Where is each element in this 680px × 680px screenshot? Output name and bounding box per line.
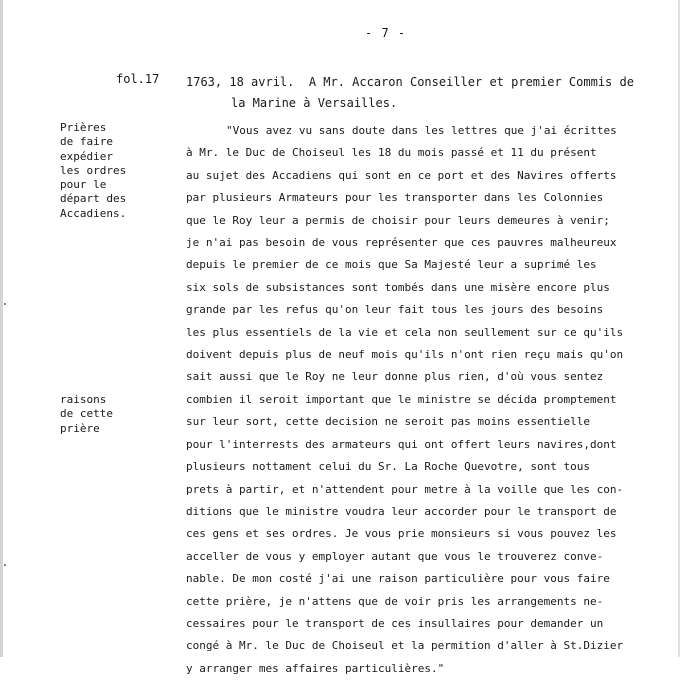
margin-note-line: prière <box>60 421 100 435</box>
body-line: à Mr. le Duc de Choiseul les 18 du mois passé et 11 du présent <box>186 146 597 160</box>
letter-date: 1763, 18 avril. <box>186 75 295 89</box>
body-line: par plusieurs Armateurs pour les transporter dans les Colonnies <box>186 191 604 205</box>
margin-note-line: de cette <box>60 407 113 421</box>
scan-speck <box>4 564 6 566</box>
margin-note-prieres <box>60 121 138 221</box>
body-line: cette prière, je n'attens que de voir pris les arrangements ne- <box>186 594 604 608</box>
letter-header <box>186 72 656 114</box>
margin-note-raisons <box>60 393 138 436</box>
body-line: congé à Mr. le Duc de Choiseul et la permition d'aller à St.Dizier <box>186 639 624 653</box>
body-line: acceller de vous y employer autant que vous le trouverez conve- <box>186 549 604 563</box>
body-line: "Vous avez vu sans doute dans les lettres que j'ai écrittes <box>226 124 617 137</box>
body-line: depuis le premier de ce mois que Sa Majesté leur a suprimé les <box>186 258 597 272</box>
body-line: sait aussi que le Roy ne leur donne plus rien, d'où vous sentez <box>186 370 604 384</box>
body-line: cessaires pour le transport de ces insullaires pour demander un <box>186 616 604 630</box>
margin-note-line: expédier <box>60 149 113 163</box>
body-line: les plus essentiels de la vie et cela non seullement sur ce qu'ils <box>186 325 624 339</box>
margin-note-line: les ordres <box>60 163 127 177</box>
letter-recipient-line-2: la Marine à Versailles. <box>231 96 398 110</box>
body-line: je n'ai pas besoin de vous représenter que ces pauvres malheureux <box>186 236 617 250</box>
margin-note-line: départ des <box>60 192 127 206</box>
margin-note-line: Accadiens. <box>60 206 127 220</box>
body-line: ces gens et ses ordres. Je vous prie monsieurs si vous pouvez les <box>186 527 617 541</box>
margin-note-line: de faire <box>60 135 113 149</box>
body-line: sur leur sort, cette decision ne seroit pas moins essentielle <box>186 415 590 429</box>
body-line: six sols de subsistances sont tombés dans une misère encore plus <box>186 280 610 294</box>
letter-recipient-line-1: A Mr. Accaron Conseiller et premier Commis de <box>308 75 634 89</box>
body-line: pour l'interrests des armateurs qui ont offert leurs navires,dont <box>186 437 617 451</box>
body-line: que le Roy leur a permis de choisir pour leurs demeures à venir; <box>186 213 610 227</box>
margin-note-line: pour le <box>60 178 107 192</box>
margin-note-line: raisons <box>60 393 107 406</box>
page-number: - 7 - <box>365 26 407 40</box>
body-line: prets à partir, et n'attendent pour metre à la voille que les con- <box>186 482 624 496</box>
folio-reference: fol.17 <box>116 72 160 86</box>
body-line: combien il seroit important que le ministre se décida promptement <box>186 392 617 406</box>
body-line: grande par les refus qu'on leur fait tous les jours des besoins <box>186 303 604 317</box>
scan-edge-left <box>0 0 3 657</box>
body-line: y arranger mes affaires particulières." <box>186 661 445 675</box>
body-line: plusieurs nottament celui du Sr. La Roche Quevotre, sont tous <box>186 460 590 474</box>
body-line: au sujet des Accadiens qui sont en ce port et des Navires offerts <box>186 168 617 182</box>
body-line: nable. De mon costé j'ai une raison particulière pour vous faire <box>186 572 610 586</box>
letter-body <box>186 120 656 680</box>
margin-note-line: Prières <box>60 121 107 134</box>
body-line: doivent depuis plus de neuf mois qu'ils n'ont rien reçu mais qu'on <box>186 348 624 362</box>
scan-speck <box>4 303 6 305</box>
body-line: ditions que le ministre voudra leur accorder pour le transport de <box>186 504 617 518</box>
